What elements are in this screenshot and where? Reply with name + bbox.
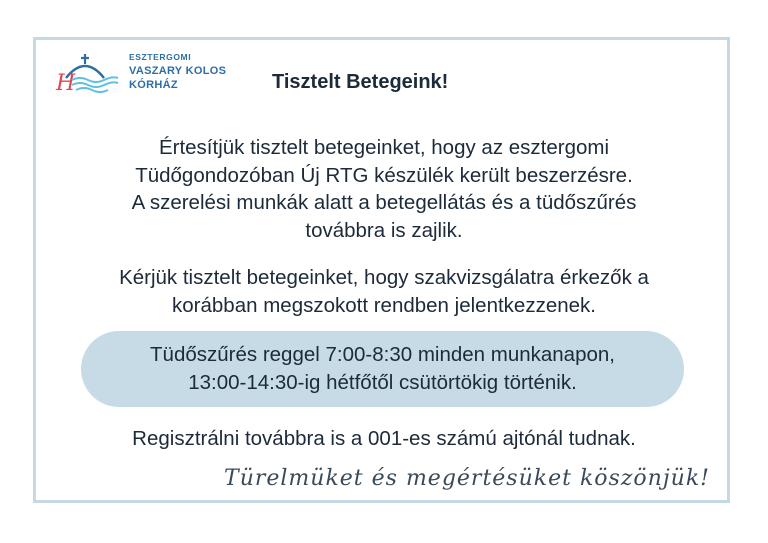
notice-title: Tisztelt Betegeink! (272, 71, 449, 93)
logo-line-1: ESZTERGOMI (129, 52, 192, 62)
logo-line-2: VASZARY KOLOS (129, 65, 227, 78)
paragraph-line: továbbra is zajlik. (305, 218, 463, 242)
paragraph-line: korábban megszokott rendben jelentkezzenek. (172, 293, 596, 317)
highlight-line: Tüdőszűrés reggel 7:00-8:30 minden munkanapon, (150, 343, 615, 366)
screening-hours-highlight (81, 331, 684, 407)
paragraph-line: A szerelési munkák alatt a betegellátás és a tüdőszűrés (131, 191, 637, 214)
paragraph-registration: Regisztrálni továbbra is a 001-es számú ajtónál tudnak. (132, 427, 636, 450)
svg-text:H: H (56, 71, 76, 96)
closing-thanks: Türelmüket és megértésüket köszönjük! (224, 466, 710, 491)
paragraph-line: Kérjük tisztelt betegeinket, hogy szakvizsgálatra érkezők a (119, 266, 649, 289)
paragraph-line: Tüdőgondozóban Új RTG készülék került beszerzésre. (135, 163, 633, 187)
hospital-logo (52, 50, 252, 100)
paragraph-request (60, 264, 708, 319)
paragraph-announcement (60, 134, 708, 244)
screening-hours-text (81, 341, 684, 397)
logo-text (129, 53, 226, 92)
paragraph-line: Értesítjük tisztelt betegeinket, hogy az esztergomi (158, 136, 610, 159)
logo-line-3: KÓRHÁZ (129, 79, 178, 92)
highlight-line: 13:00-14:30-ig hétfőtől csütörtökig történik. (188, 371, 577, 394)
hospital-logo-icon (52, 50, 128, 98)
